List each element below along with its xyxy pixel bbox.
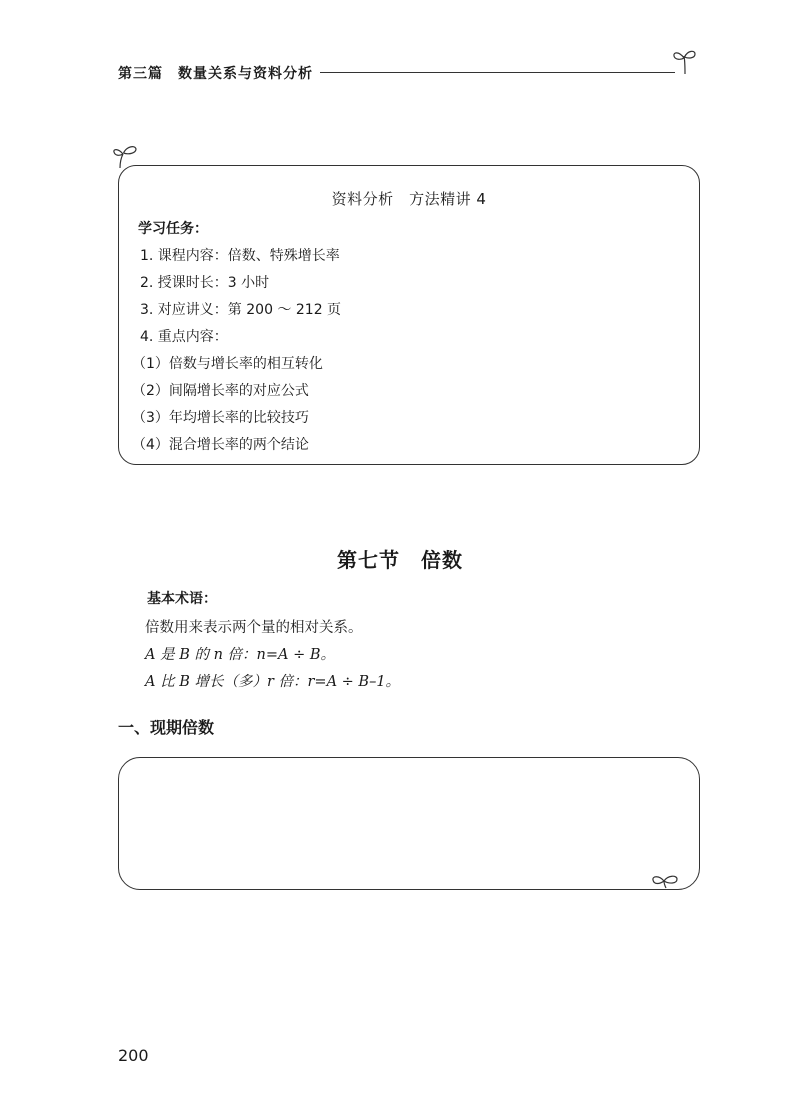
- key-point-2: （2）间隔增长率的对应公式: [132, 383, 309, 399]
- task-item-course-content: 1. 课程内容：倍数、特殊增长率: [140, 248, 340, 264]
- subsection-heading: 一、现期倍数: [118, 718, 215, 737]
- page-number: 200: [118, 1046, 149, 1065]
- definition-line: 倍数用来表示两个量的相对关系。: [145, 620, 363, 636]
- task-item-key-points: 4. 重点内容：: [140, 329, 228, 345]
- chapter-title: 第三篇 数量关系与资料分析: [118, 66, 313, 82]
- task-label: 学习任务：: [138, 221, 208, 237]
- sprout-icon: [650, 870, 680, 890]
- key-point-1: （1）倍数与增长率的相互转化: [132, 356, 323, 372]
- header-rule: [320, 72, 675, 73]
- formula-growth: A 比 B 增长（多）r 倍：r=A ÷ B–1。: [145, 674, 401, 690]
- formula-multiple: A 是 B 的 n 倍：n=A ÷ B。: [145, 647, 335, 663]
- note-box: [118, 757, 700, 890]
- task-item-handout-pages: 3. 对应讲义：第 200 ～ 212 页: [140, 302, 342, 318]
- terms-label: 基本术语：: [147, 591, 217, 607]
- key-point-4: （4）混合增长率的两个结论: [132, 437, 309, 453]
- key-point-3: （3）年均增长率的比较技巧: [132, 410, 309, 426]
- task-box-title: 资料分析 方法精讲 4: [331, 190, 487, 208]
- section-title: 第七节 倍数: [337, 548, 463, 572]
- task-item-duration: 2. 授课时长：3 小时: [140, 275, 270, 291]
- sprout-icon: [672, 46, 698, 76]
